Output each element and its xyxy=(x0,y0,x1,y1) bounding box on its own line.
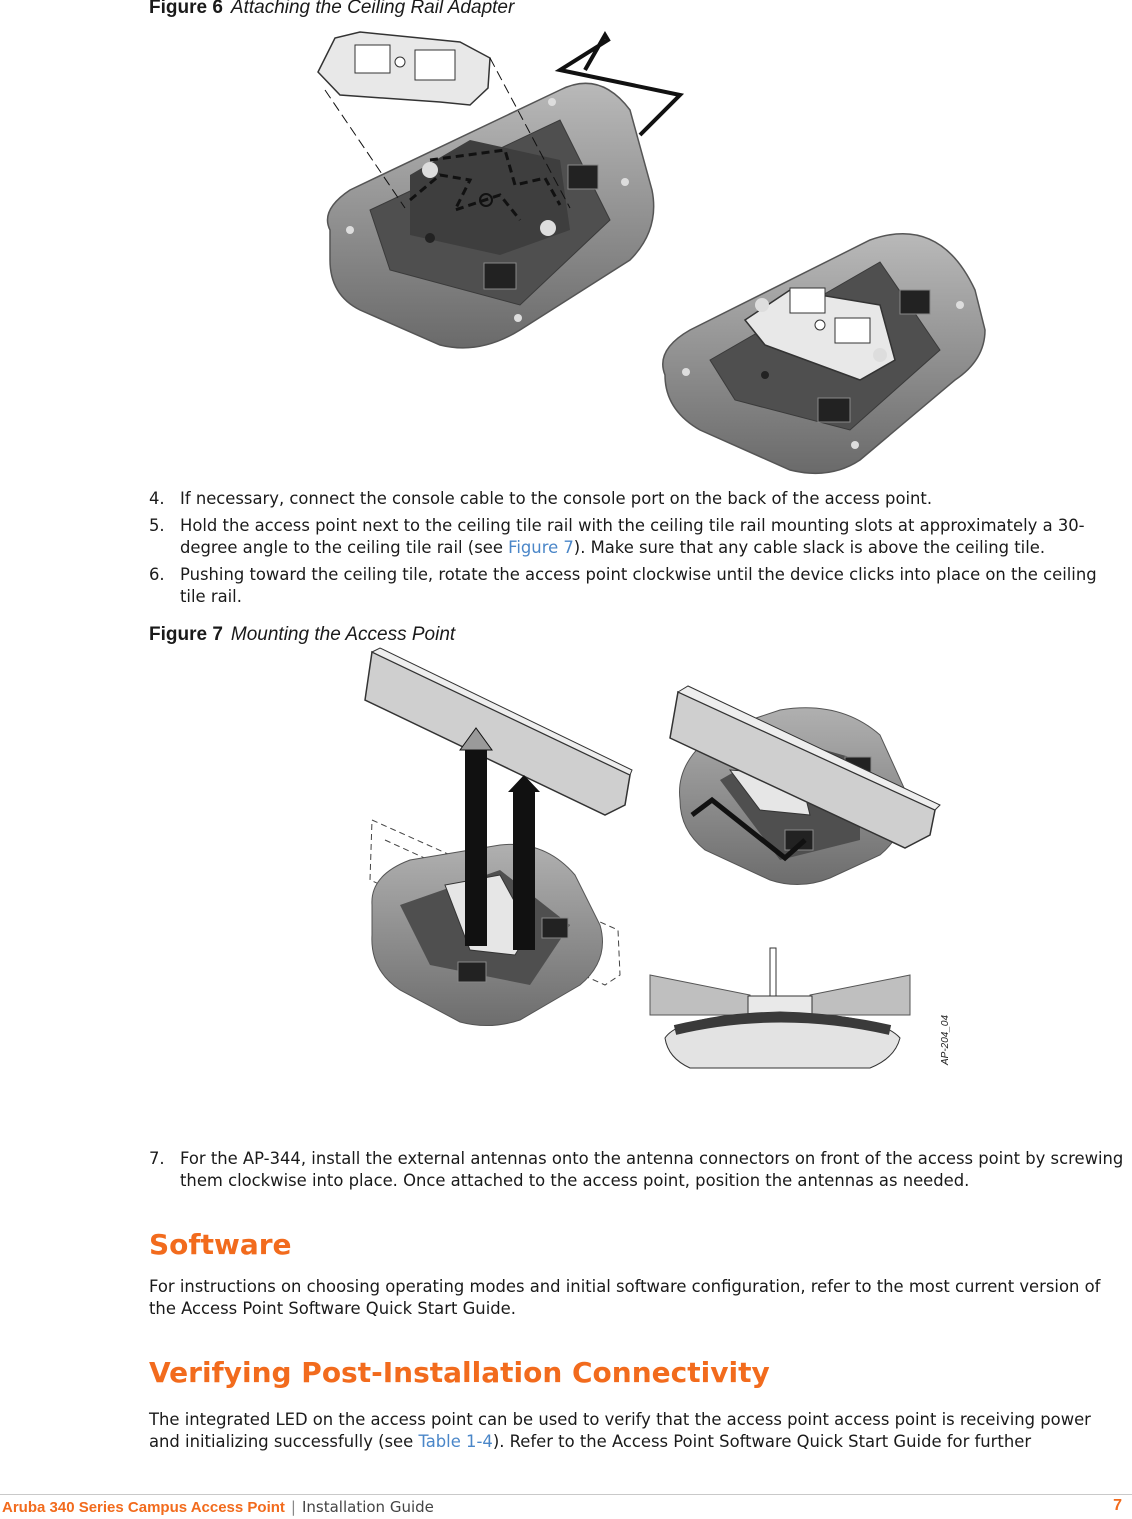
ceiling-rail-left xyxy=(365,648,632,815)
step-text: For the AP-344, install the external antennas onto the antenna connectors on front of the access point by screwing them clockwise into place. Once attached to the access point, position the antennas as needed. xyxy=(180,1149,1124,1190)
access-point-right xyxy=(663,234,985,474)
footer-divider xyxy=(0,1494,1132,1495)
verify-text-before: The integrated LED on the access point can be used to verify that the access point access point is receiving power and initializing successfully (see xyxy=(149,1410,1091,1451)
step-number: 6. xyxy=(149,565,165,584)
software-heading: Software xyxy=(149,1228,292,1261)
ceiling-rail-adapter xyxy=(318,32,490,105)
steps-list-a xyxy=(149,488,1124,608)
step-7 xyxy=(149,1148,1124,1192)
figure-label: Figure 7 xyxy=(149,624,223,645)
footer-product: Aruba 340 Series Campus Access Point xyxy=(2,1499,285,1516)
side-view-mounted-ap xyxy=(650,948,910,1068)
artwork-id: AP-204_04 xyxy=(940,1014,951,1065)
figure-title: Attaching the Ceiling Rail Adapter xyxy=(230,0,515,18)
verify-heading: Verifying Post-Installation Connectivity xyxy=(149,1356,770,1389)
figure-6-illustration xyxy=(0,18,1132,480)
step-text-after: ). Make sure that any cable slack is above the ceiling tile. xyxy=(573,538,1046,557)
figure-6-caption xyxy=(149,0,514,19)
step-text: Pushing toward the ceiling tile, rotate the access point clockwise until the device clicks into place on the ceiling tile rail. xyxy=(180,565,1097,606)
steps-list-b xyxy=(149,1148,1124,1192)
footer-separator: | xyxy=(290,1498,296,1516)
step-4 xyxy=(149,488,1124,510)
step-number: 7. xyxy=(149,1149,165,1168)
footer-doc-type: Installation Guide xyxy=(301,1498,434,1516)
figure-label: Figure 6 xyxy=(149,0,223,18)
verify-text-after: ). Refer to the Access Point Software Quick Start Guide for further xyxy=(492,1432,1032,1451)
page-number: 7 xyxy=(1113,1497,1122,1514)
step-text: If necessary, connect the console cable to the console port on the back of the access point. xyxy=(180,489,933,508)
step-number: 4. xyxy=(149,489,165,508)
table-1-4-link[interactable]: Table 1-4 xyxy=(418,1432,493,1451)
access-point-left xyxy=(328,83,654,348)
access-point-left xyxy=(372,844,603,1025)
figure-7-caption xyxy=(149,624,455,646)
footer xyxy=(2,1498,434,1516)
step-text-before: Hold the access point next to the ceiling tile rail with the ceiling tile rail mounting slots at approximately a 30-degree angle to the ceiling tile rail (see xyxy=(180,516,1085,557)
step-number: 5. xyxy=(149,516,165,535)
figure-title: Mounting the Access Point xyxy=(230,624,456,645)
step-5 xyxy=(149,515,1124,559)
verify-body xyxy=(149,1409,1124,1453)
software-body: For instructions on choosing operating modes and initial software configuration, refer to the most current version of the Access Point Software Quick Start Guide. xyxy=(149,1277,1101,1318)
figure-7-illustration xyxy=(0,645,1132,1105)
step-6 xyxy=(149,564,1124,608)
figure-7-link[interactable]: Figure 7 xyxy=(508,538,574,557)
